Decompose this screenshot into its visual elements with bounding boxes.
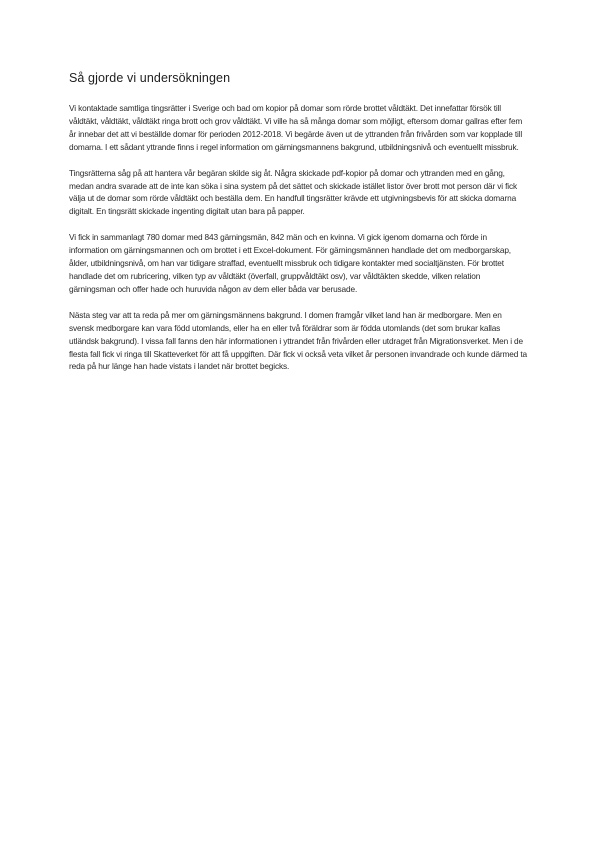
paragraph-method-contact: Vi kontaktade samtliga tingsrätter i Sverige och bad om kopior på domar som rörde brottet våldtäkt. Det innefattar försök till våldtäkt, våldtäkt, våldtäkt ringa brott och grov våldtäkt. Vi ville ha så många domar som möjligt, eftersom domar gallras efter fem år innebar det att vi beställde domar för perioden 2012-2018. Vi begärde även ut de yttranden från frivården som var kopplade till domarna. I ett sådant yttrande finns i regel information om gärningsmannens bakgrund, utbildningsnivå och eventuellt missbruk. (69, 103, 523, 152)
paragraph-data-collection: Vi fick in sammanlagt 780 domar med 843 gärningsmän, 842 män och en kvinna. Vi gick igenom domarna och förde in information om gärningsmannen och om brottet i ett Excel-dokument. För gärningsmännen handlade det om medborgarskap, ålder, utbildningsnivå, om han var tidigare straffad, eventuellt missbruk och tidigare kontakter med socialtjänsten. För brottet handlade det om rubricering, vilken typ av våldtäkt (överfall, gruppvåldtäkt osv), var våldtäkten skedde, vilken relation gärningsman och offer hade och huruvida någon av dem eller båda var berusade. (69, 232, 511, 294)
document-body (69, 70, 528, 386)
paragraph-court-responses: Tingsrätterna såg på att hantera vår begäran skilde sig åt. Några skickade pdf-kopior på domar och yttranden med en gång, medan andra svarade att de inte kan söka i sina system på det sättet och skickade istället listor över brott mot person där vi fick välja ut de domar som rörde våldtäkt och beställa dem. En handfull tingsrätter krävde ett utgivningsbevis för att skicka domarna digitalt. En tingsrätt skickade ingenting digitalt utan bara på papper. (69, 167, 517, 217)
section-heading: Så gjorde vi undersökningen (69, 71, 231, 85)
paragraph-background-check: Nästa steg var att ta reda på mer om gärningsmännens bakgrund. I domen framgår vilket land han är medborgare. Men en svensk medborgare kan vara född utomlands, eller ha en eller två föräldrar som är födda utomlands (det som brukar kallas utländsk bakgrund). I vissa fall fanns den här informationen i yttrandet från frivården eller utdraget från Migrationsverket. Men i de flesta fall fick vi ringa till Skatteverket för att få uppgiften. Där fick vi också veta vilket år personen invandrade och kunde därmed ta reda på hur länge han hade vistats i landet när brottet begicks. (69, 309, 527, 372)
